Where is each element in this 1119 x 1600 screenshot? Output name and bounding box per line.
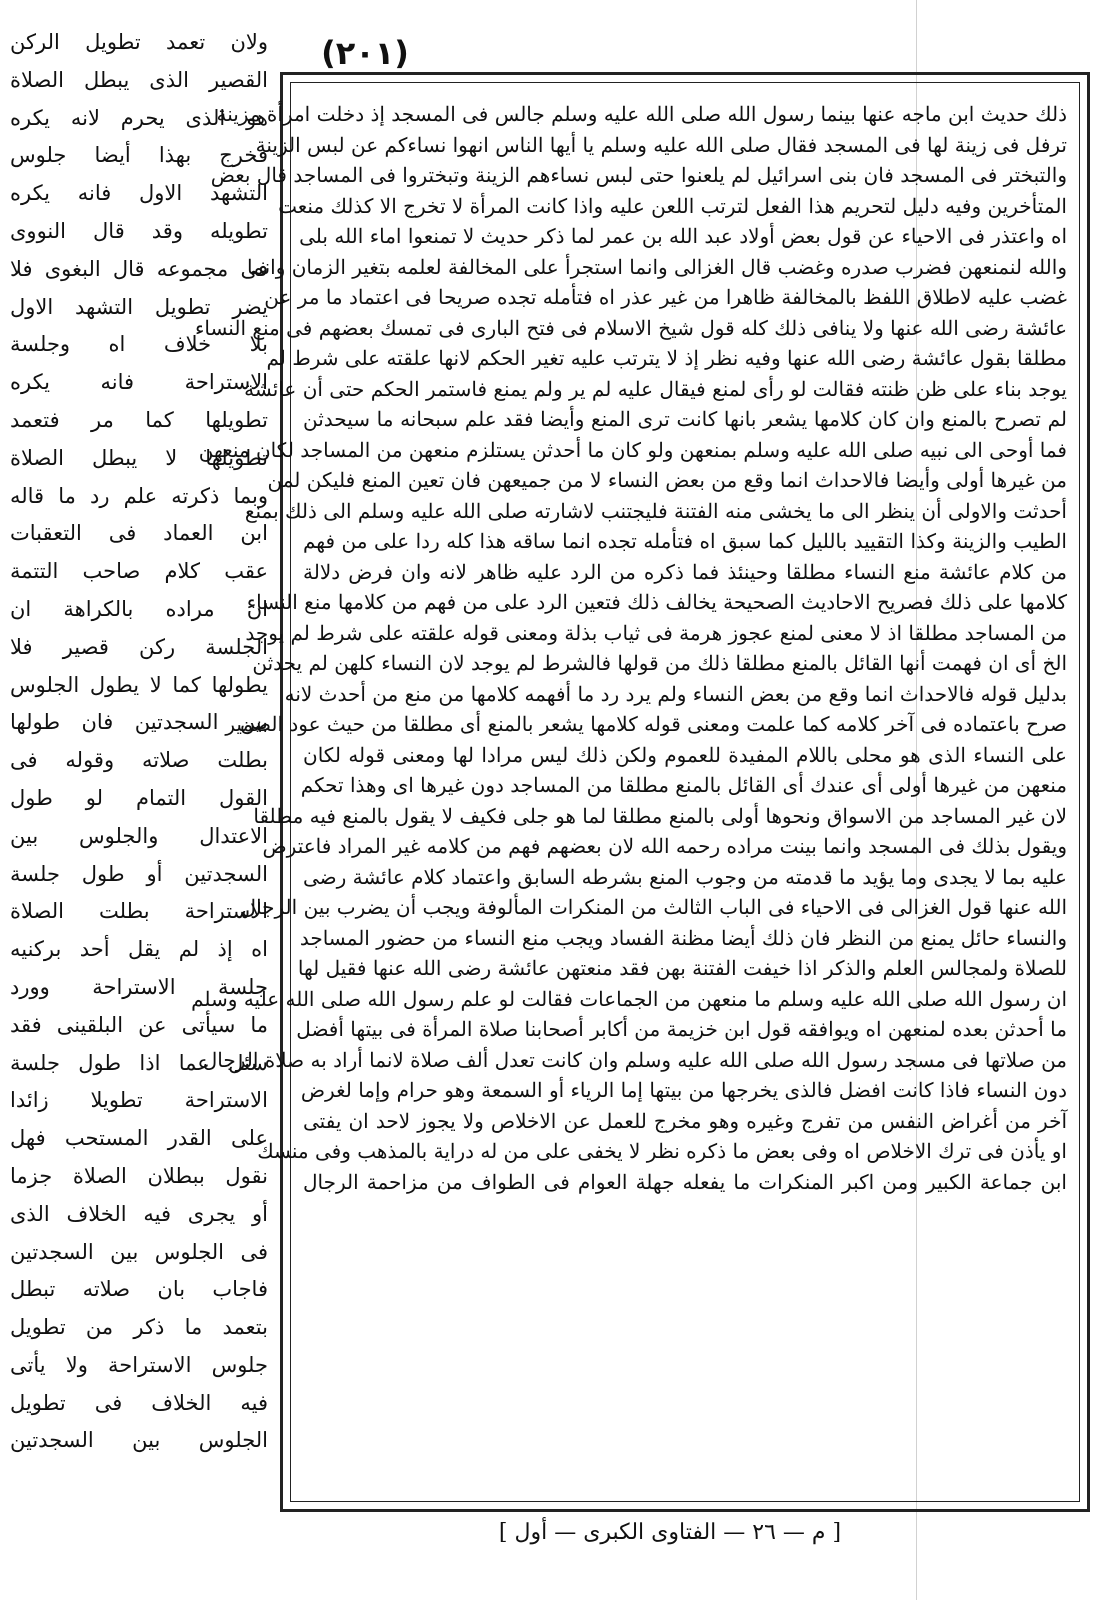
margin-text-line: نقول ببطلان الصلاة جزما (10, 1163, 268, 1188)
main-text-line: من كلام عائشة منع النساء مطلقا وحينئذ فما ذكره من الرد عليه ظاهر لانه وان فرض دلالة (303, 559, 1067, 584)
main-text-line: ذلك حديث ابن ماجه عنها بينما رسول الله صلى الله عليه وسلم جالس فى المسجد إذ دخلت امرأة مزينة (216, 102, 1067, 126)
margin-text-line: الجلوس بين السجدتين (10, 1428, 268, 1453)
main-text-line: المتأخرين وفيه دليل لتحريم هذا الفعل لترتب اللعن عليه واذا كانت المرأة لا تخرج الا كذلك منعت (278, 193, 1067, 218)
margin-text-line: بين السجدتين فان طولها (10, 710, 268, 735)
margin-text-line: تطويله وقد قال النووى (10, 218, 268, 243)
main-text-line: من غيرها أولى وأيضا فالاحداث انما وقع من بعض النساء لا من جميعهن فان تعين المنع فليكن لمن (267, 468, 1067, 492)
margin-text-line: عقب كلام صاحب التتمة (10, 559, 268, 584)
main-text-line: صرح باعتماده فى آخر كلامه كما علمت ومعنى قوله كلامها يشعر بالمنع أى مطلقا من حيث عود الضمير (225, 712, 1067, 736)
main-text-line: اه واعتذر فى الاحياء عن قول بعض أولاد عبد الله بن عمر لما ذكر حديث لا تمنعوا اماء الله بلى (299, 224, 1067, 248)
margin-text-line: الاستراحة بطلت الصلاة (10, 899, 268, 924)
margin-text-line: سئل عما اذا طول جلسة (10, 1050, 268, 1075)
margin-text-line: جلوس الاستراحة ولا يأتى (10, 1352, 268, 1377)
margin-text-line: أو يجرى فيه الخلاف الذى (10, 1201, 268, 1226)
main-text-line: ابن جماعة الكبير ومن اكبر المنكرات ما يفعله جهلة العوام فى الطواف من مزاحمة الرجال (303, 1169, 1067, 1194)
margin-text-line: الجلسة ركن قصير فلا (10, 634, 268, 659)
main-text-line: ترفل فى زينة لها فى المسجد فقال صلى الله عليه وسلم يا أيها الناس انهوا نساءكم عن لبس الزينة (255, 132, 1067, 157)
main-text-line: والله لنمنعهن فضرب صدره وغضب قال الغزالى وانما استجرأ على المخالفة لعلمه بتغير الزمان وانما (246, 254, 1067, 279)
main-text-line: الله عنها قول الغزالى فى الاحياء فى الباب الثالث من المنكرات المألوفة ويجب أن يضرب بين الرجال (241, 895, 1067, 919)
margin-text-line: الاعتدال والجلوس بين (10, 823, 268, 848)
margin-text-line: التشهد الاول فانه يكره (10, 181, 268, 206)
margin-text-line: بطلت صلاته وقوله فى (10, 748, 268, 773)
margin-text-line: على القدر المستحب فهل (10, 1126, 268, 1151)
main-text-frame (191, 72, 1090, 1512)
margin-text-line: بلا خلاف اه وجلسة (10, 332, 268, 357)
margin-text-line: ان مراده بالكراهة ان (10, 596, 268, 621)
margin-text-line: تطويلها كما مر فتعمد (10, 407, 268, 432)
main-text-line: دون النساء فاذا كانت افضل فالذى يخرجها من بيتها إما الرياء أو السمعة وهو حرام وإما لغرض (300, 1078, 1067, 1102)
margin-text-line: القول التمام لو طول (10, 785, 268, 810)
margin-text-line: يطولها كما لا يطول الجلوس (10, 672, 268, 697)
margin-text-line: ابن العماد فى التعقبات (10, 521, 268, 546)
margin-text-line: اه إذ لم يقل أحد بركنيه (10, 937, 268, 962)
margin-text-line: الاستراحة فانه يكره (10, 370, 268, 395)
main-text-line: الخ أى ان فهمت أنها القائل بالمنع مطلقا ذلك من قولها فالشرط لم يوجد لان النساء كلهن لم يحدثن (252, 651, 1067, 675)
margin-text-line: هو الذى يحرم لانه يكره (10, 105, 268, 130)
margin-text-line: فاجاب بان صلاته تبطل (10, 1277, 268, 1302)
main-text-line: للصلاة ولمجالس العلم والذكر اذا خيفت الفتنة بهن فقد منعتهن عائشة رضى الله عنها فقيل لها (297, 956, 1067, 980)
main-text-line: او يأذن فى ترك الاخلاص اه وفى بعض ما ذكره نظر لا يخفى على من له دراية بالمذهب وفى منسك (257, 1139, 1067, 1163)
margin-text-line: وبما ذكرته علم رد ما قاله (10, 483, 268, 508)
main-text-line: غضب عليه لاطلاق اللفظ بالمخالفة ظاهرا من غير عذر اه فتأمله تجده صريحا فى اعتماد ما مر عن (264, 285, 1067, 309)
main-text-line: ان رسول الله صلى الله عليه وسلم ما منعهن من الجماعات فقالت لو علم رسول الله صلى الله عليه وسلم (191, 986, 1067, 1011)
main-text-line: والتبختر فى المسجد فان بنى اسرائيل لم يلعنوا حتى لبس نساءهم الزينة وتبختروا فى المساجد قال بعض (210, 163, 1067, 187)
main-text-line: منعهن من غيرها أولى أى عندك أى القائل بالمنع مطلقا من المساجد دون غيرها اى وهذا تحكم (300, 773, 1067, 797)
margin-text-line: فخرج بهذا أيضا جلوس (10, 143, 268, 168)
main-text-line: ما أحدثن بعده لمنعهن اه ويوافقه قول ابن خزيمة من أكابر أصحابنا صلاة المرأة فى بيتها أفضل (296, 1017, 1067, 1041)
margin-text-line: تطويلها لا يبطل الصلاة (10, 445, 268, 470)
main-text-line: بدليل قوله فالاحداث انما وقع من بعض النساء ولم يرد رد ما أفهمه كلامها من منع من أحدث لانه (284, 681, 1067, 706)
main-text-line: لان غير المساجد من الاسواق ونحوها أولى بالمنع مطلقا لما هو جلى فكيف لا يقول بالمنع فيه مطلقا (253, 803, 1067, 828)
main-text-line: الطيب والزينة وكذا التقييد بالليل كما سبق اه فتأمله تجده انما ساقه هذا كله ردا على من فهم (303, 529, 1067, 553)
margin-text-line: فى الجلوس بين السجدتين (10, 1239, 268, 1264)
margin-text-line: ولان تعمد تطويل الركن (10, 30, 268, 54)
margin-text-line: جلسة الاستراحة وورد (10, 974, 268, 999)
main-text-line: مطلقا بقول عائشة رضى الله عنها وفيه نظر إذ لا يترتب عليه تغير الحكم لانها علقته على شرط لم (266, 346, 1067, 370)
main-text-line: لم تصرح بالمنع وان كان كلامها يشعر بانها كانت ترى المنع وأيضا فقد علم سبحانه ما سيحدثن (303, 407, 1067, 431)
main-text-line: ويقول بذلك فى المسجد وانما بينت مراده رحمه الله لان بعضهم فهم من كلامه غير المراد فاعترض (262, 834, 1067, 858)
main-text-line: آخر من أغراض النفس من تفرج وغيره وهو مخرج للعمل عن الاخلاص ولا يجوز لاحد ان يفتى (303, 1108, 1067, 1133)
main-text-line: عليه بما لا يجدى وما يؤيد ما قدمته من وجوب المنع بشرطه السابق واعتماد كلام عائشة رضى (302, 864, 1067, 889)
main-text-line: على النساء الذى هو محلى باللام المفيدة للعموم ولكن ذلك ليس مرادا لها ومعنى قوله لكان (303, 742, 1067, 767)
margin-text-line: ما سيأتى عن البلقينى فقد (10, 1012, 268, 1037)
margin-text-line: القصير الذى يبطل الصلاة (10, 67, 268, 92)
main-text-line: من صلاتها فى مسجد رسول الله صلى الله عليه وسلم وان كانت تعدل ألف صلاة لانما أراد به صلاة الرجال (202, 1047, 1067, 1072)
margin-text-line: الاستراحة تطويلا زائدا (10, 1088, 268, 1113)
page-number: (٢٠١) (321, 34, 409, 72)
margin-commentary-column (10, 24, 268, 1579)
margin-text-line: فيه الخلاف فى تطويل (10, 1390, 268, 1415)
main-text-body (191, 99, 1067, 1493)
margin-text-line: فى مجموعه قال البغوى فلا (10, 256, 268, 281)
main-text-line: والنساء حائل يمنع من النظر فان ذلك أيضا مظنة الفساد ويجب منع النساء من حضور المساجد (299, 925, 1067, 950)
main-text-line: أحدثت والاولى أن ينظر الى ما يخشى منه الفتنة فليجتنب لاشارته صلى الله عليه وسلم الى ذلك بمنع (244, 498, 1067, 523)
margin-text-line: بتعمد ما ذكر من تطويل (10, 1315, 268, 1340)
margin-text-line: السجدتين أو طول جلسة (10, 861, 268, 886)
page-footer: [ م — ٢٦ — الفتاوى الكبرى — أول ] (498, 1520, 842, 1545)
margin-text-line: يضر تطويل التشهد الاول (10, 294, 268, 319)
main-text-line: كلامها على ذلك فصريح الاحاديث الصحيحة يخالف ذلك فتعين الرد على من فهم من كلامها منع النساء (246, 590, 1067, 614)
main-text-line: عائشة رضى الله عنها ولا ينافى ذلك كله قول شيخ الاسلام فى فتح البارى فى تمسك بعضهم فى منع النساء (194, 315, 1067, 340)
main-text-line: فما أوحى الى نبيه صلى الله عليه وسلم بمنعهن ولو كان ما أحدثن يستلزم منعهن من المساجد لكان منعهن (198, 437, 1067, 462)
main-text-line: يوجد بناء على ظن ظنته فقالت لو رأى لمنع فيقال عليه لم ير ولم يمنع فاستمر الحكم حتى أن عائشة (244, 376, 1067, 401)
main-text-line: من المساجد مطلقا اذ لا معنى لمنع عجوز هرمة فى ثياب بذلة ومعنى قوله علقته على شرط لم يوجد (245, 620, 1067, 645)
